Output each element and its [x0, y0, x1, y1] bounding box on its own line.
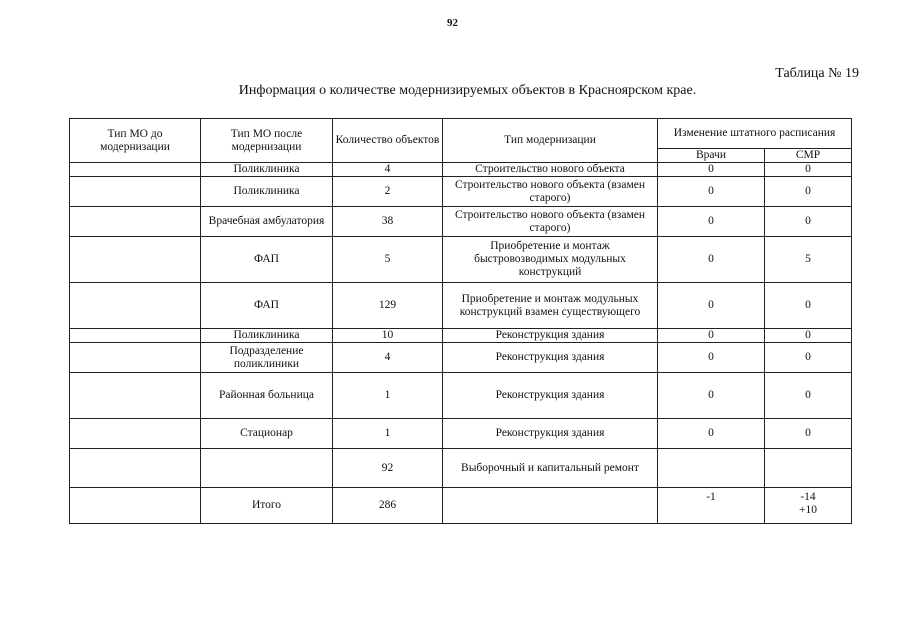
cell-mo-after: Поликлиника [201, 177, 333, 207]
header-staff-change: Изменение штатного расписания [658, 119, 852, 149]
cell-mo-before [70, 373, 201, 419]
cell-modernization-type: Реконструкция здания [443, 329, 658, 343]
cell-modernization-type: Реконструкция здания [443, 373, 658, 419]
cell-mo-after: Поликлиника [201, 163, 333, 177]
cell-count: 4 [333, 343, 443, 373]
cell-smr: -14 +10 [765, 488, 852, 524]
cell-mo-after: Районная больница [201, 373, 333, 419]
cell-mo-before [70, 449, 201, 488]
cell-modernization-type: Строительство нового объекта [443, 163, 658, 177]
cell-doctors: 0 [658, 343, 765, 373]
cell-mo-after: Итого [201, 488, 333, 524]
cell-mo-before [70, 488, 201, 524]
cell-doctors: 0 [658, 207, 765, 237]
cell-count: 38 [333, 207, 443, 237]
cell-doctors: 0 [658, 419, 765, 449]
cell-mo-after [201, 449, 333, 488]
document-title: Информация о количестве модернизируемых объектов в Красноярском крае. [238, 83, 697, 98]
header-mo-before: Тип МО до модернизации [70, 119, 201, 163]
cell-count: 2 [333, 177, 443, 207]
table-row [70, 449, 852, 488]
cell-mo-after: ФАП [201, 283, 333, 329]
header-doctors: Врачи [658, 149, 765, 163]
table-row [70, 373, 852, 419]
cell-mo-after: Врачебная амбулатория [201, 207, 333, 237]
cell-mo-after: Стационар [201, 419, 333, 449]
cell-smr: 5 [765, 237, 852, 283]
cell-modernization-type: Реконструкция здания [443, 419, 658, 449]
cell-smr: 0 [765, 283, 852, 329]
cell-modernization-type: Выборочный и капитальный ремонт [443, 449, 658, 488]
header-mo-after: Тип МО после модернизации [201, 119, 333, 163]
cell-count: 1 [333, 419, 443, 449]
table-row [70, 237, 852, 283]
cell-mo-after: ФАП [201, 237, 333, 283]
cell-modernization-type: Приобретение и монтаж модульных конструкций взамен существующего [443, 283, 658, 329]
modernization-table [69, 118, 852, 524]
table-row [70, 488, 852, 524]
table-row [70, 163, 852, 177]
cell-doctors: 0 [658, 177, 765, 207]
cell-count: 1 [333, 373, 443, 419]
table-row [70, 207, 852, 237]
cell-modernization-type: Строительство нового объекта (взамен старого) [443, 207, 658, 237]
cell-mo-before [70, 237, 201, 283]
table-row [70, 329, 852, 343]
cell-smr: 0 [765, 207, 852, 237]
cell-smr [765, 449, 852, 488]
cell-count: 92 [333, 449, 443, 488]
table-number: Таблица № 19 [775, 66, 859, 81]
cell-count: 286 [333, 488, 443, 524]
cell-count: 5 [333, 237, 443, 283]
cell-doctors: -1 [658, 488, 765, 524]
cell-smr: 0 [765, 373, 852, 419]
cell-count: 129 [333, 283, 443, 329]
page-number: 92 [447, 17, 458, 29]
cell-doctors: 0 [658, 237, 765, 283]
cell-mo-before [70, 163, 201, 177]
cell-doctors [658, 449, 765, 488]
table-body [70, 163, 852, 524]
cell-modernization-type: Приобретение и монтаж быстровозводимых модульных конструкций [443, 237, 658, 283]
cell-doctors: 0 [658, 329, 765, 343]
cell-smr: 0 [765, 163, 852, 177]
cell-doctors: 0 [658, 163, 765, 177]
header-count: Количество объектов [333, 119, 443, 163]
cell-mo-before [70, 283, 201, 329]
cell-count: 4 [333, 163, 443, 177]
cell-mo-before [70, 343, 201, 373]
cell-doctors: 0 [658, 373, 765, 419]
table-row [70, 419, 852, 449]
cell-mo-after: Поликлиника [201, 329, 333, 343]
table-row [70, 283, 852, 329]
header-row [70, 119, 852, 149]
cell-mo-before [70, 329, 201, 343]
cell-smr: 0 [765, 177, 852, 207]
cell-count: 10 [333, 329, 443, 343]
header-smr: СМР [765, 149, 852, 163]
cell-doctors: 0 [658, 283, 765, 329]
cell-mo-before [70, 419, 201, 449]
cell-smr: 0 [765, 343, 852, 373]
cell-mo-after: Подразделение поликлиники [201, 343, 333, 373]
cell-modernization-type: Реконструкция здания [443, 343, 658, 373]
cell-mo-before [70, 207, 201, 237]
cell-modernization-type: Строительство нового объекта (взамен старого) [443, 177, 658, 207]
header-modernization-type: Тип модернизации [443, 119, 658, 163]
cell-smr: 0 [765, 419, 852, 449]
table-row [70, 177, 852, 207]
cell-smr: 0 [765, 329, 852, 343]
cell-modernization-type [443, 488, 658, 524]
table-row [70, 343, 852, 373]
cell-mo-before [70, 177, 201, 207]
